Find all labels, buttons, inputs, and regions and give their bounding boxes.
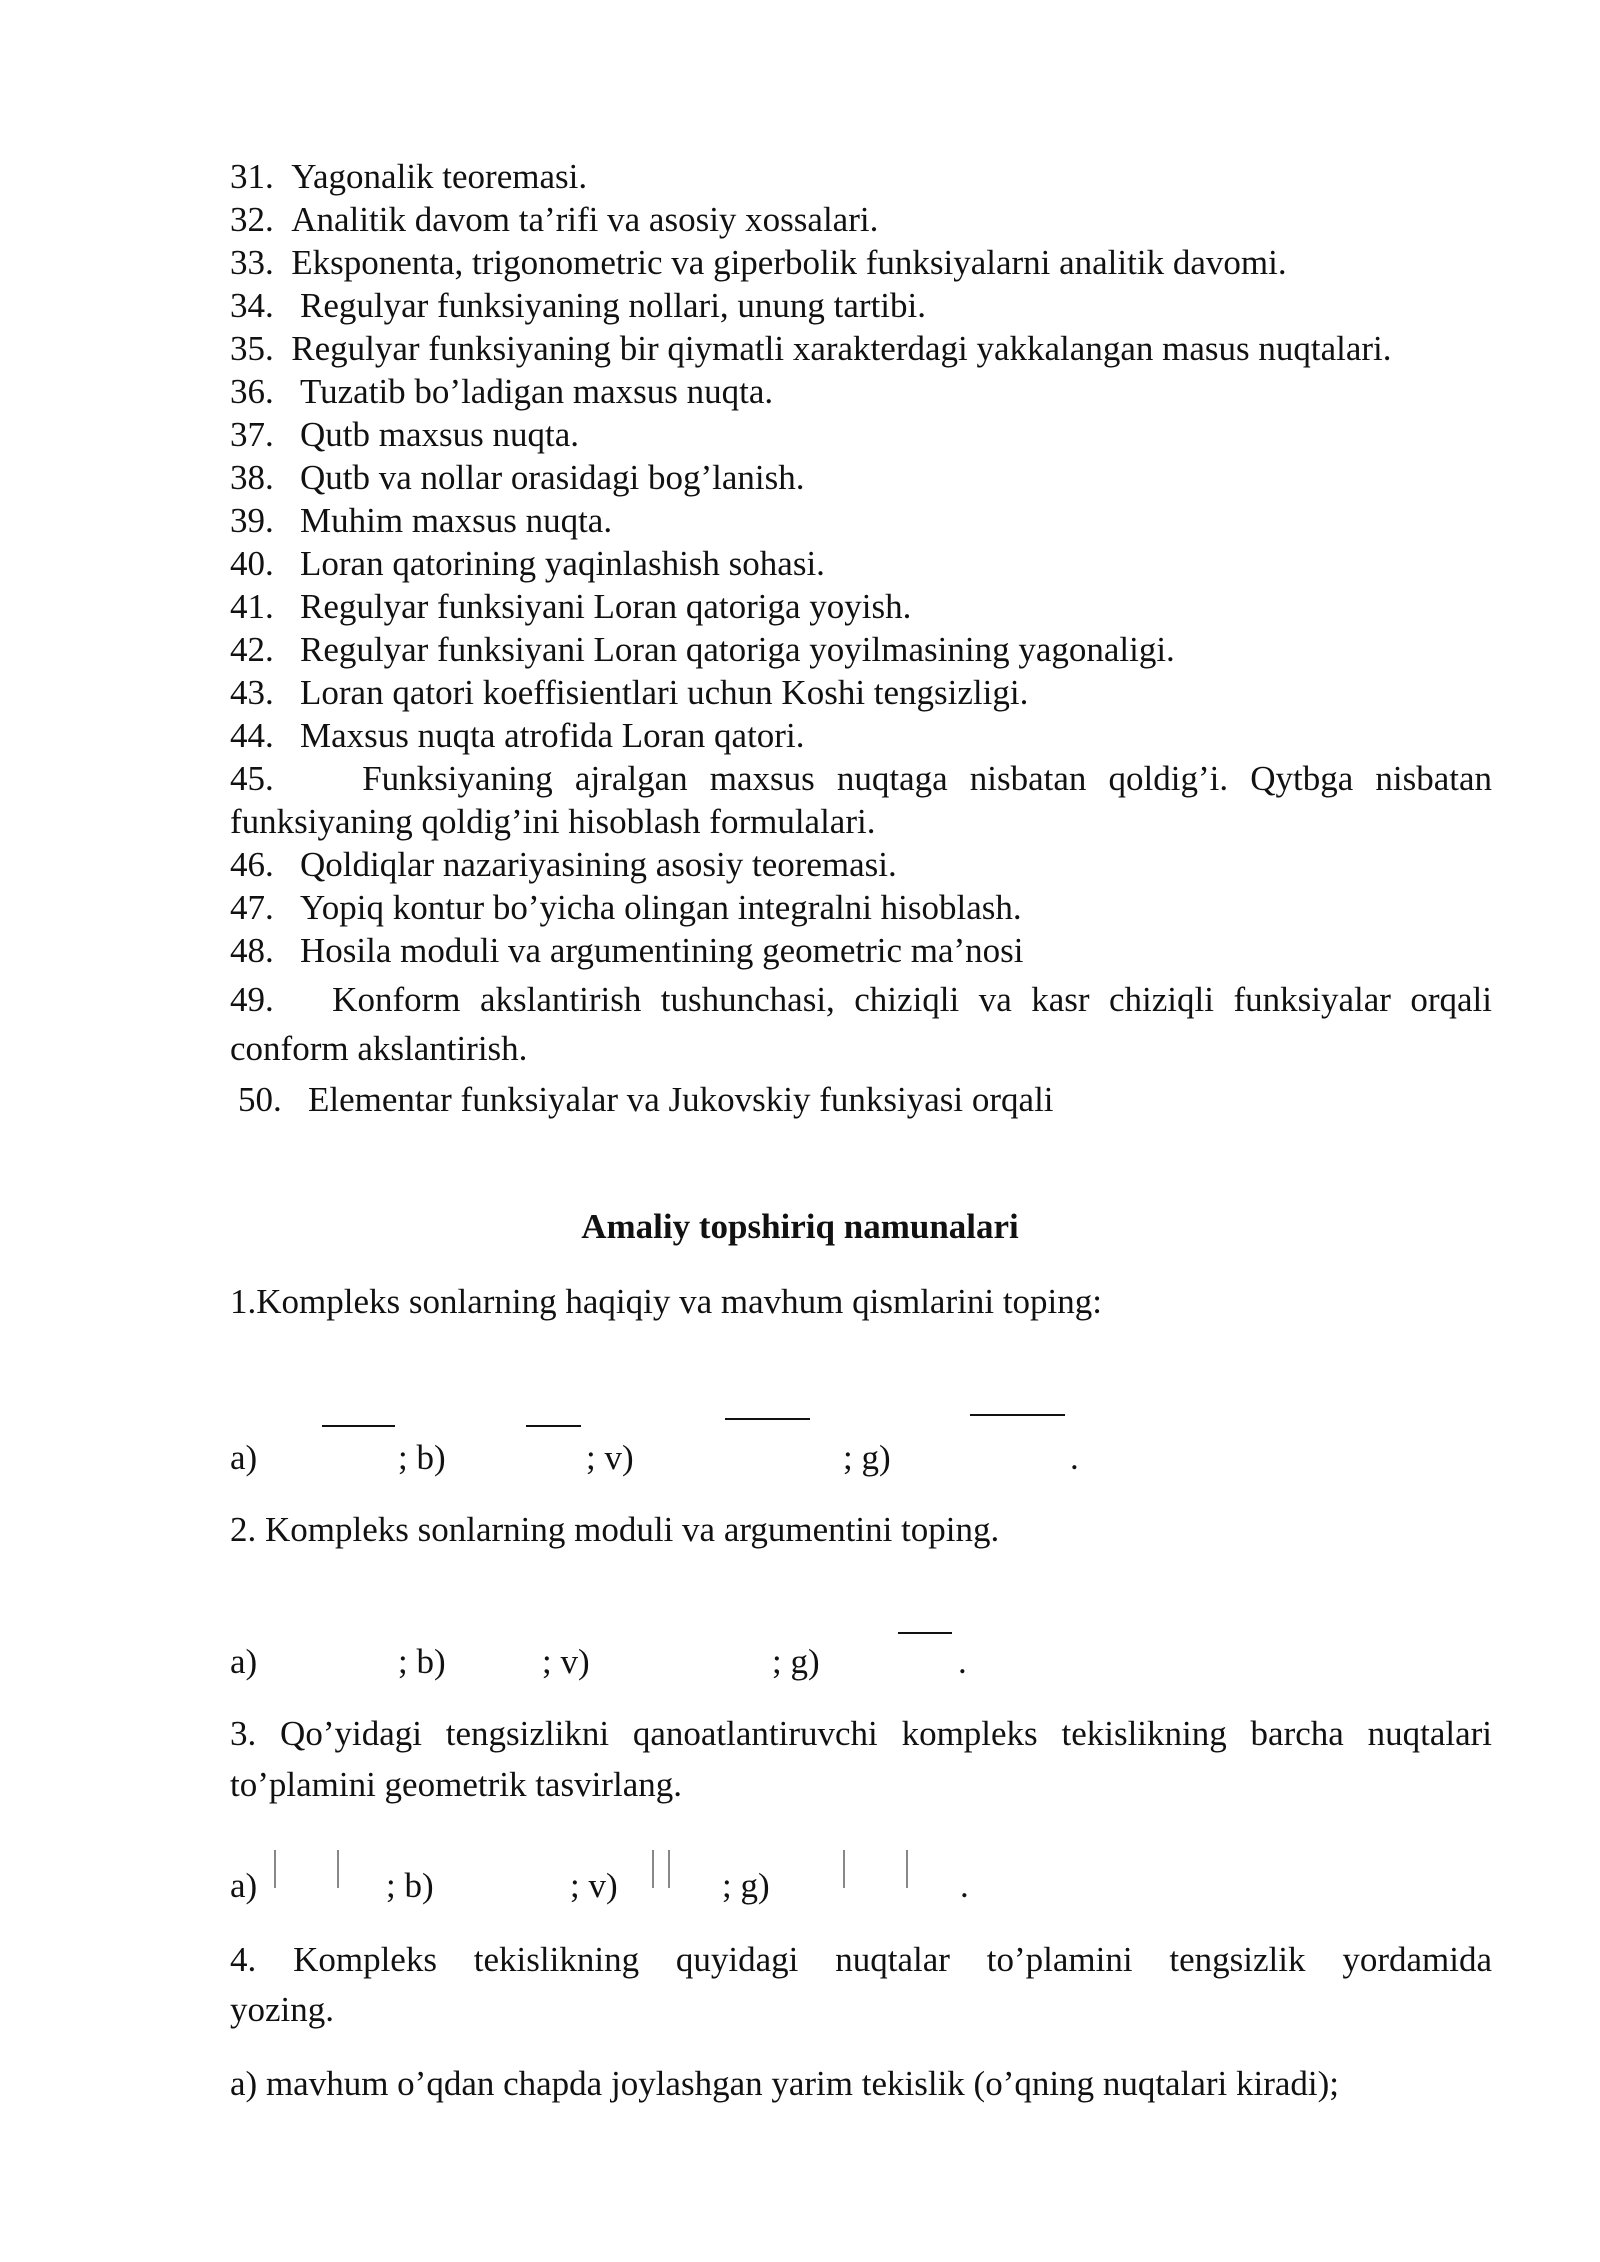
option-v-label: ; v) (570, 1866, 618, 1905)
list-item: 32. Analitik davom ta’rifi va asosiy xossalari. (230, 200, 879, 239)
option-a-label: a) (230, 1642, 258, 1681)
list-item-continuation: funksiyaning qoldig’ini hisoblash formulalari. (230, 802, 876, 841)
list-item: 47. Yopiq kontur bo’yicha olingan integralni hisoblash. (230, 888, 1022, 927)
list-item: 38. Qutb va nollar orasidagi bog’lanish. (230, 458, 805, 497)
list-item: 39. Muhim maxsus nuqta. (230, 501, 613, 540)
list-item: 35. Regulyar funksiyaning bir qiymatli xarakterdagi yakkalangan masus nuqtalari. (230, 329, 1392, 368)
list-item: 50. Elementar funksiyalar va Jukovskiy funksiyasi orqali (238, 1080, 1054, 1119)
option-a-label: a) (230, 1438, 258, 1477)
task-3-text: 3. Qo’yidagi tengsizlikni qanoatlantiruvchi kompleks tekislikning barcha nuqtalari (230, 1714, 1492, 1753)
list-item: 33. Eksponenta, trigonometric va giperbolik funksiyalarni analitik davomi. (230, 243, 1287, 282)
list-item: 37. Qutb maxsus nuqta. (230, 415, 580, 454)
list-item-continuation: conform akslantirish. (230, 1029, 528, 1068)
list-item: 40. Loran qatorining yaqinlashish sohasi. (230, 544, 825, 583)
list-item: 41. Regulyar funksiyani Loran qatoriga yoyish. (230, 587, 912, 626)
list-item: 42. Regulyar funksiyani Loran qatoriga yoyilmasining yagonaligi. (230, 630, 1175, 669)
period: . (958, 1642, 967, 1681)
abs-bar (274, 1850, 276, 1888)
list-item: 46. Qoldiqlar nazariyasining asosiy teoremasi. (230, 845, 897, 884)
section-title: Amaliy topshiriq namunalari (581, 1207, 1019, 1246)
option-b-label: ; b) (398, 1642, 446, 1681)
overline (526, 1425, 581, 1427)
task-4-text: 4. Kompleks tekislikning quyidagi nuqtalar to’plamini tengsizlik yordamida (230, 1940, 1492, 1979)
task-3-text-cont: to’plamini geometrik tasvirlang. (230, 1765, 682, 1804)
option-g-label: ; g) (772, 1642, 820, 1681)
abs-bar (337, 1850, 339, 1888)
option-b-label: ; b) (398, 1438, 446, 1477)
list-item: 49. Konform akslantirish tushunchasi, chiziqli va kasr chiziqli funksiyalar orqali (230, 980, 1493, 1019)
option-v-label: ; v) (542, 1642, 590, 1681)
option-a-label: a) (230, 1866, 258, 1905)
period: . (1070, 1438, 1079, 1477)
list-item: 36. Tuzatib bo’ladigan maxsus nuqta. (230, 372, 774, 411)
abs-bar (906, 1850, 908, 1888)
abs-bar (668, 1850, 670, 1888)
task-4-item-a: a) mavhum o’qdan chapda joylashgan yarim tekislik (o’qning nuqtalari kiradi); (230, 2064, 1339, 2103)
option-b-label: ; b) (386, 1866, 434, 1905)
list-item: 44. Maxsus nuqta atrofida Loran qatori. (230, 716, 805, 755)
task-2-text: 2. Kompleks sonlarning moduli va argumentini toping. (230, 1510, 1000, 1549)
overline (725, 1418, 810, 1420)
task-4-text-cont: yozing. (230, 1990, 335, 2029)
overline (898, 1632, 952, 1634)
option-g-label: ; g) (843, 1438, 891, 1477)
list-item: 31. Yagonalik teoremasi. (230, 157, 588, 196)
option-g-label: ; g) (722, 1866, 770, 1905)
overline (970, 1414, 1065, 1416)
list-item: 34. Regulyar funksiyaning nollari, unung tartibi. (230, 286, 927, 325)
period: . (960, 1866, 969, 1905)
list-item: 48. Hosila moduli va argumentining geometric ma’nosi (230, 931, 1024, 970)
abs-bar (652, 1850, 654, 1888)
option-v-label: ; v) (586, 1438, 634, 1477)
list-item: 43. Loran qatori koeffisientlari uchun Koshi tengsizligi. (230, 673, 1029, 712)
task-1-text: 1.Kompleks sonlarning haqiqiy va mavhum qismlarini toping: (230, 1282, 1102, 1321)
abs-bar (843, 1850, 845, 1888)
overline (322, 1425, 395, 1427)
list-item: 45. Funksiyaning ajralgan maxsus nuqtaga nisbatan qoldig’i. Qytbga nisbatan (230, 759, 1492, 798)
